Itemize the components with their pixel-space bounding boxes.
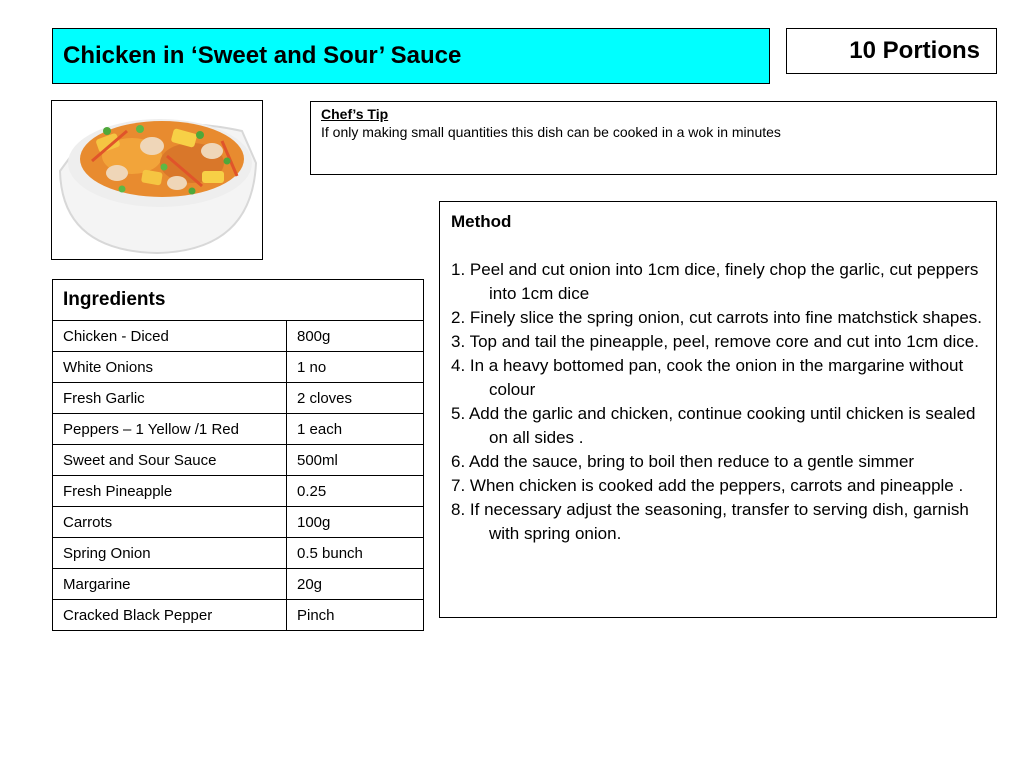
ingredient-name: Fresh Garlic bbox=[53, 383, 287, 414]
ingredient-qty: 20g bbox=[287, 569, 424, 600]
method-step: 8. If necessary adjust the seasoning, transfer to serving dish, garnish with spring onion. bbox=[451, 500, 969, 543]
table-row bbox=[53, 352, 424, 383]
table-row bbox=[53, 600, 424, 631]
ingredient-name: Sweet and Sour Sauce bbox=[53, 445, 287, 476]
ingredient-qty: 800g bbox=[287, 321, 424, 352]
ingredient-qty: 1 each bbox=[287, 414, 424, 445]
dish-photo bbox=[51, 100, 263, 260]
method-title: Method bbox=[451, 212, 512, 231]
table-row bbox=[53, 321, 424, 352]
ingredient-name: Margarine bbox=[53, 569, 287, 600]
ingredients-header-row bbox=[53, 280, 424, 321]
method-box bbox=[439, 201, 997, 618]
ingredient-qty: 100g bbox=[287, 507, 424, 538]
ingredient-qty: 0.25 bbox=[287, 476, 424, 507]
method-step: 5. Add the garlic and chicken, continue cooking until chicken is sealed on all sides . bbox=[451, 404, 976, 447]
ingredient-name: Chicken - Diced bbox=[53, 321, 287, 352]
ingredient-qty: Pinch bbox=[287, 600, 424, 631]
table-row bbox=[53, 383, 424, 414]
ingredients-heading: Ingredients bbox=[53, 280, 424, 321]
ingredient-name: Cracked Black Pepper bbox=[53, 600, 287, 631]
chefs-tip-title: Chef’s Tip bbox=[321, 106, 389, 122]
ingredient-qty: 500ml bbox=[287, 445, 424, 476]
method-steps bbox=[451, 258, 986, 546]
dish-illustration bbox=[52, 101, 262, 259]
ingredient-name: Spring Onion bbox=[53, 538, 287, 569]
portions-label: 10 Portions bbox=[849, 37, 980, 64]
ingredients-table bbox=[52, 279, 424, 631]
ingredient-qty: 1 no bbox=[287, 352, 424, 383]
ingredient-name: Peppers – 1 Yellow /1 Red bbox=[53, 414, 287, 445]
table-row bbox=[53, 538, 424, 569]
method-step: 7. When chicken is cooked add the peppers, carrots and pineapple . bbox=[451, 476, 964, 495]
portions-box bbox=[786, 28, 997, 74]
table-row bbox=[53, 414, 424, 445]
ingredient-qty: 2 cloves bbox=[287, 383, 424, 414]
method-step: 4. In a heavy bottomed pan, cook the onion in the margarine without colour bbox=[451, 356, 964, 399]
ingredient-name: Fresh Pineapple bbox=[53, 476, 287, 507]
chefs-tip-text: If only making small quantities this dish can be cooked in a wok in minutes bbox=[321, 124, 781, 140]
table-row bbox=[53, 507, 424, 538]
table-row bbox=[53, 476, 424, 507]
table-row bbox=[53, 569, 424, 600]
chefs-tip-box bbox=[310, 101, 997, 175]
table-row bbox=[53, 445, 424, 476]
ingredient-name: Carrots bbox=[53, 507, 287, 538]
ingredient-name: White Onions bbox=[53, 352, 287, 383]
method-step: 6. Add the sauce, bring to boil then reduce to a gentle simmer bbox=[451, 452, 915, 471]
method-step: 2. Finely slice the spring onion, cut carrots into fine matchstick shapes. bbox=[451, 308, 983, 327]
method-step: 3. Top and tail the pineapple, peel, remove core and cut into 1cm dice. bbox=[451, 332, 979, 351]
recipe-title: Chicken in ‘Sweet and Sour’ Sauce bbox=[63, 42, 462, 69]
ingredient-qty: 0.5 bunch bbox=[287, 538, 424, 569]
method-step: 1. Peel and cut onion into 1cm dice, finely chop the garlic, cut peppers into 1cm dice bbox=[451, 260, 979, 303]
title-banner bbox=[52, 28, 770, 84]
